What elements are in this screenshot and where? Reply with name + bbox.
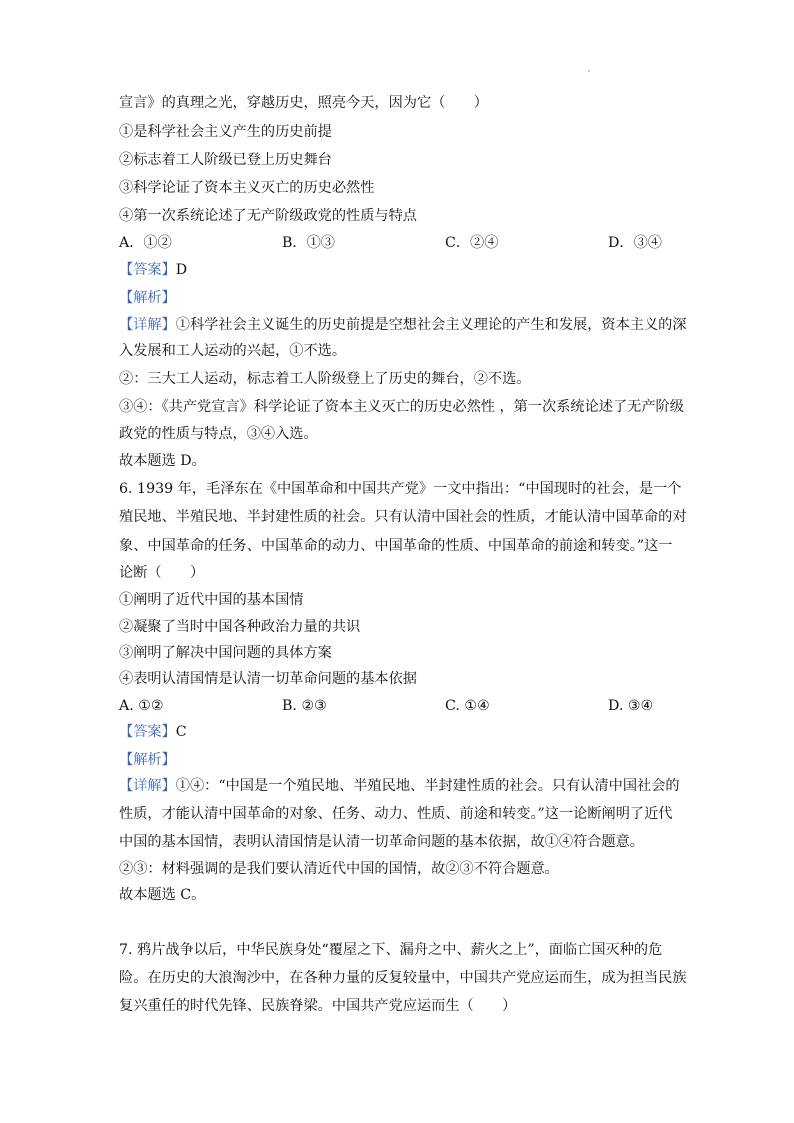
q5-option-d: D．③④ bbox=[608, 235, 662, 251]
q5-detail-1 bbox=[119, 315, 687, 335]
q5-answer bbox=[119, 260, 187, 280]
answer-value: D bbox=[175, 262, 188, 278]
q6-answer bbox=[119, 722, 187, 742]
q5-option-b: B．①③ bbox=[282, 235, 335, 251]
scan-dot bbox=[588, 70, 590, 72]
q5-detail-3: ②：三大工人运动，标志着工人阶级登上了历史的舞台，②不选。 bbox=[119, 371, 531, 387]
q6-item-4: ④表明认清国情是认清一切革命问题的基本依据 bbox=[119, 671, 417, 687]
q6-stem-4: 论断（ ） bbox=[119, 565, 205, 581]
q5-conclusion: 故本题选 D。 bbox=[119, 453, 206, 469]
q5-item-1: ①是科学社会主义产生的历史前提 bbox=[119, 124, 332, 140]
answer-value: C bbox=[175, 724, 187, 740]
q5-analysis-tag: 【解析】 bbox=[119, 290, 176, 306]
q6-option-c: C. ①④ bbox=[445, 698, 490, 714]
detail-tag: 【详解】 bbox=[119, 778, 176, 794]
q6-option-d: D. ③④ bbox=[608, 698, 654, 714]
q6-conclusion: 故本题选 C。 bbox=[119, 887, 206, 903]
q6-stem-3: 象、中国革命的任务、中国革命的动力、中国革命的性质、中国革命的前途和转变。”这一 bbox=[119, 538, 673, 554]
q6-option-a: A. ①② bbox=[119, 698, 164, 714]
q7-stem-2: 险。在历史的大浪淘沙中，在各种力量的反复较量中，中国共产党应运而生，成为担当民族 bbox=[119, 970, 687, 986]
q6-detail-4: ②③：材料强调的是我们要认清近代中国的国情，故②③不符合题意。 bbox=[119, 861, 559, 877]
q6-detail-1 bbox=[119, 776, 680, 796]
q7-stem-1: 7. 鸦片战争以后，中华民族身处“覆屋之下、漏舟之中、薪火之上”，面临亡国灭种的危 bbox=[119, 942, 663, 958]
answer-tag: 【答案】 bbox=[119, 724, 176, 740]
q6-item-2: ②凝聚了当时中国各种政治力量的共识 bbox=[119, 619, 361, 635]
q5-stem-tail: 宣言》的真理之光，穿越历史，照亮今天，因为它（ ） bbox=[119, 95, 488, 111]
q5-detail-5: 政党的性质与特点，③④入选。 bbox=[119, 426, 318, 442]
q5-option-a: A．①② bbox=[119, 235, 172, 251]
q5-detail-4: ③④：《共产党宣言》科学论证了资本主义灭亡的历史必然性 ，第一次系统论述了无产阶级 bbox=[119, 399, 684, 415]
q6-stem-1: 6. 1939 年，毛泽东在《中国革命和中国共产党》一文中指出：“中国现时的社会，是一个 bbox=[119, 481, 682, 497]
q6-option-b: B. ②③ bbox=[282, 698, 327, 714]
q7-stem-3: 复兴重任的时代先锋、民族脊梁。中国共产党应运而生（ ） bbox=[119, 998, 517, 1014]
q5-item-4: ④第一次系统论述了无产阶级政党的性质与特点 bbox=[119, 208, 417, 224]
q6-stem-2: 殖民地、半殖民地、半封建性质的社会。只有认清中国社会的性质，才能认清中国革命的对 bbox=[119, 509, 687, 525]
q6-analysis-tag: 【解析】 bbox=[119, 752, 176, 768]
q6-item-1: ①阐明了近代中国的基本国情 bbox=[119, 592, 304, 608]
q5-option-c: C．②④ bbox=[445, 235, 499, 251]
q5-item-3: ③科学论证了资本主义灭亡的历史必然性 bbox=[119, 180, 375, 196]
q6-detail-2: 性质，才能认清中国革命的对象、任务、动力、性质、前途和转变。”这一论断阐明了近代 bbox=[119, 806, 673, 822]
answer-tag: 【答案】 bbox=[119, 262, 176, 278]
detail-tag: 【详解】 bbox=[119, 317, 176, 333]
q6-detail-3: 中国的基本国情，表明认清国情是认清一切革命问题的基本依据，故①④符合题意。 bbox=[119, 834, 644, 850]
q6-item-3: ③阐明了解决中国问题的具体方案 bbox=[119, 645, 332, 661]
q5-detail-2: 入发展和工人运动的兴起，①不选。 bbox=[119, 343, 347, 359]
q5-item-2: ②标志着工人阶级已登上历史舞台 bbox=[119, 152, 332, 168]
detail-text: ①科学社会主义诞生的历史前提是空想社会主义理论的产生和发展，资本主义的深 bbox=[175, 317, 687, 333]
detail-text: ①④：“中国是一个殖民地、半殖民地、半封建性质的社会。只有认清中国社会的 bbox=[175, 778, 680, 794]
